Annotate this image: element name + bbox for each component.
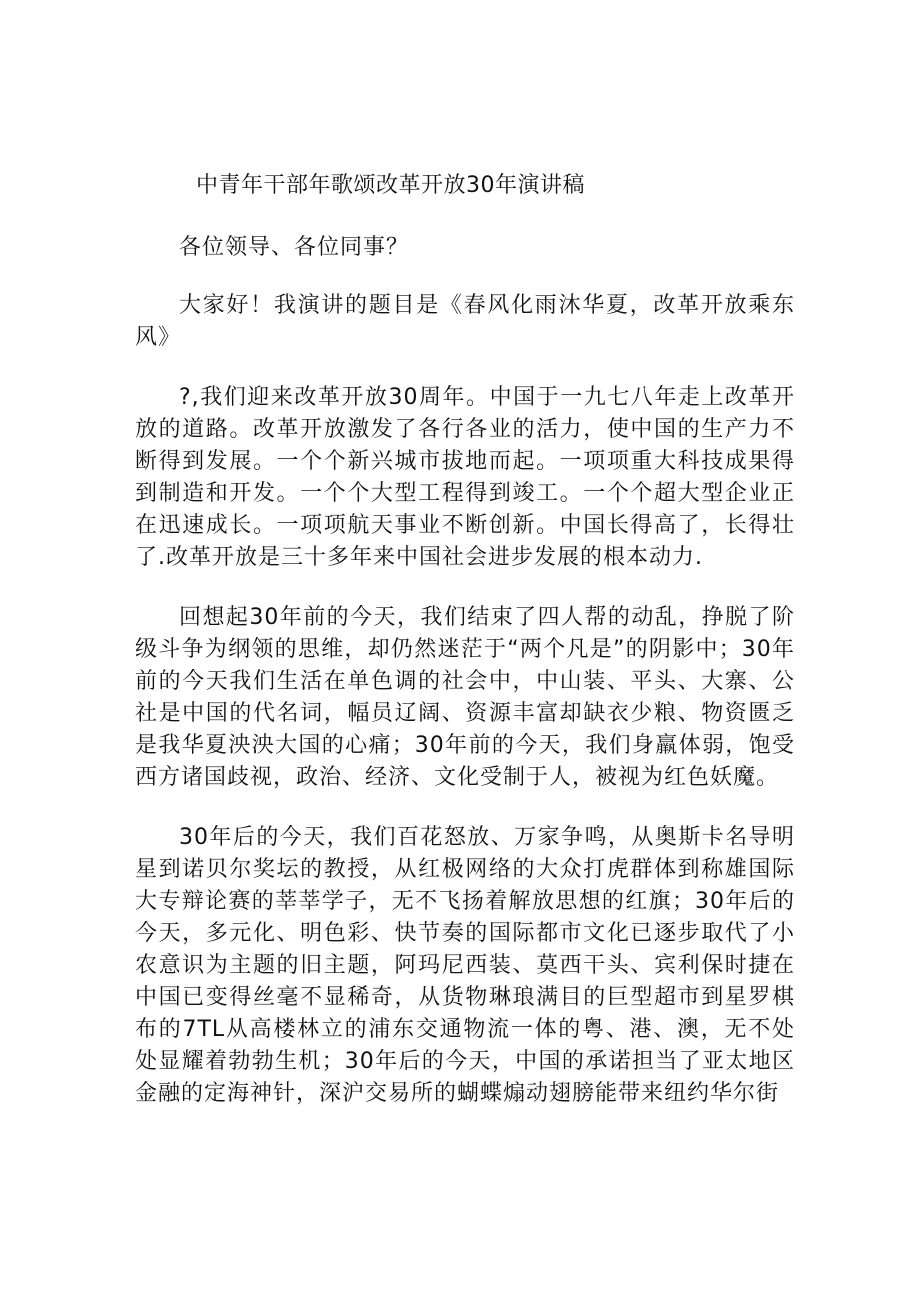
body-paragraph: 回想起30年前的今天，我们结束了四人帮的动乱，挣脱了阶级斗争为纲领的思维，却仍然迷茫于“两个凡是”的阴影中；30年前的今天我们生活在单色调的社会中，中山装、平头、大寨、公社是中国的代名词，幅员辽阔、资源丰富却缺衣少粮、物资匮乏是我华夏泱泱大国的心痛；30年前的今天，我们身羸体弱，饱受西方诸国歧视，政治、经济、文化受制于人，被视为红色妖魔。 — [135, 605, 795, 790]
document-title: 中青年干部年歌颂改革开放30年演讲稿 — [196, 173, 585, 198]
greeting-paragraph: 各位领导、各位同事？ — [179, 235, 410, 260]
body-paragraph: 大家好！我演讲的题目是《春风化雨沐华夏，改革开放乘东风》 — [135, 293, 795, 350]
body-paragraph: 30年后的今天，我们百花怒放、万家争鸣，从奥斯卡名导明星到诺贝尔奖坛的教授，从红极网络的大众打虎群体到称雄国际大专辩论赛的莘莘学子，无不飞扬着解放思想的红旗；30年后的今天，多元化、明色彩、快节奏的国际都市文化已逐步取代了小农意识为主题的旧主题，阿玛尼西装、莫西干头、宾利保时捷在中国已变得丝毫不显稀奇，从货物琳琅满目的巨型超市到星罗棋布的7TL从高楼林立的浦东交通物流一体的粤、港、澳，无不处处显耀着勃勃生机；30年后的今天，中国的承诺担当了亚太地区金融的定海神针，深沪交易所的蝴蝶煽动翅膀能带来纽约华尔街 — [135, 825, 795, 1106]
body-paragraph: ?,我们迎来改革开放30周年。中国于一九七八年走上改革开放的道路。改革开放激发了各行各业的活力，使中国的生产力不断得到发展。一个个新兴城市拔地而起。一项项重大科技成果得到制造和开发。一个个大型工程得到竣工。一个个超大型企业正在迅速成长。一项项航天事业不断创新。中国长得高了，长得壮了.改革开放是三十多年来中国社会进步发展的根本动力. — [135, 385, 795, 570]
